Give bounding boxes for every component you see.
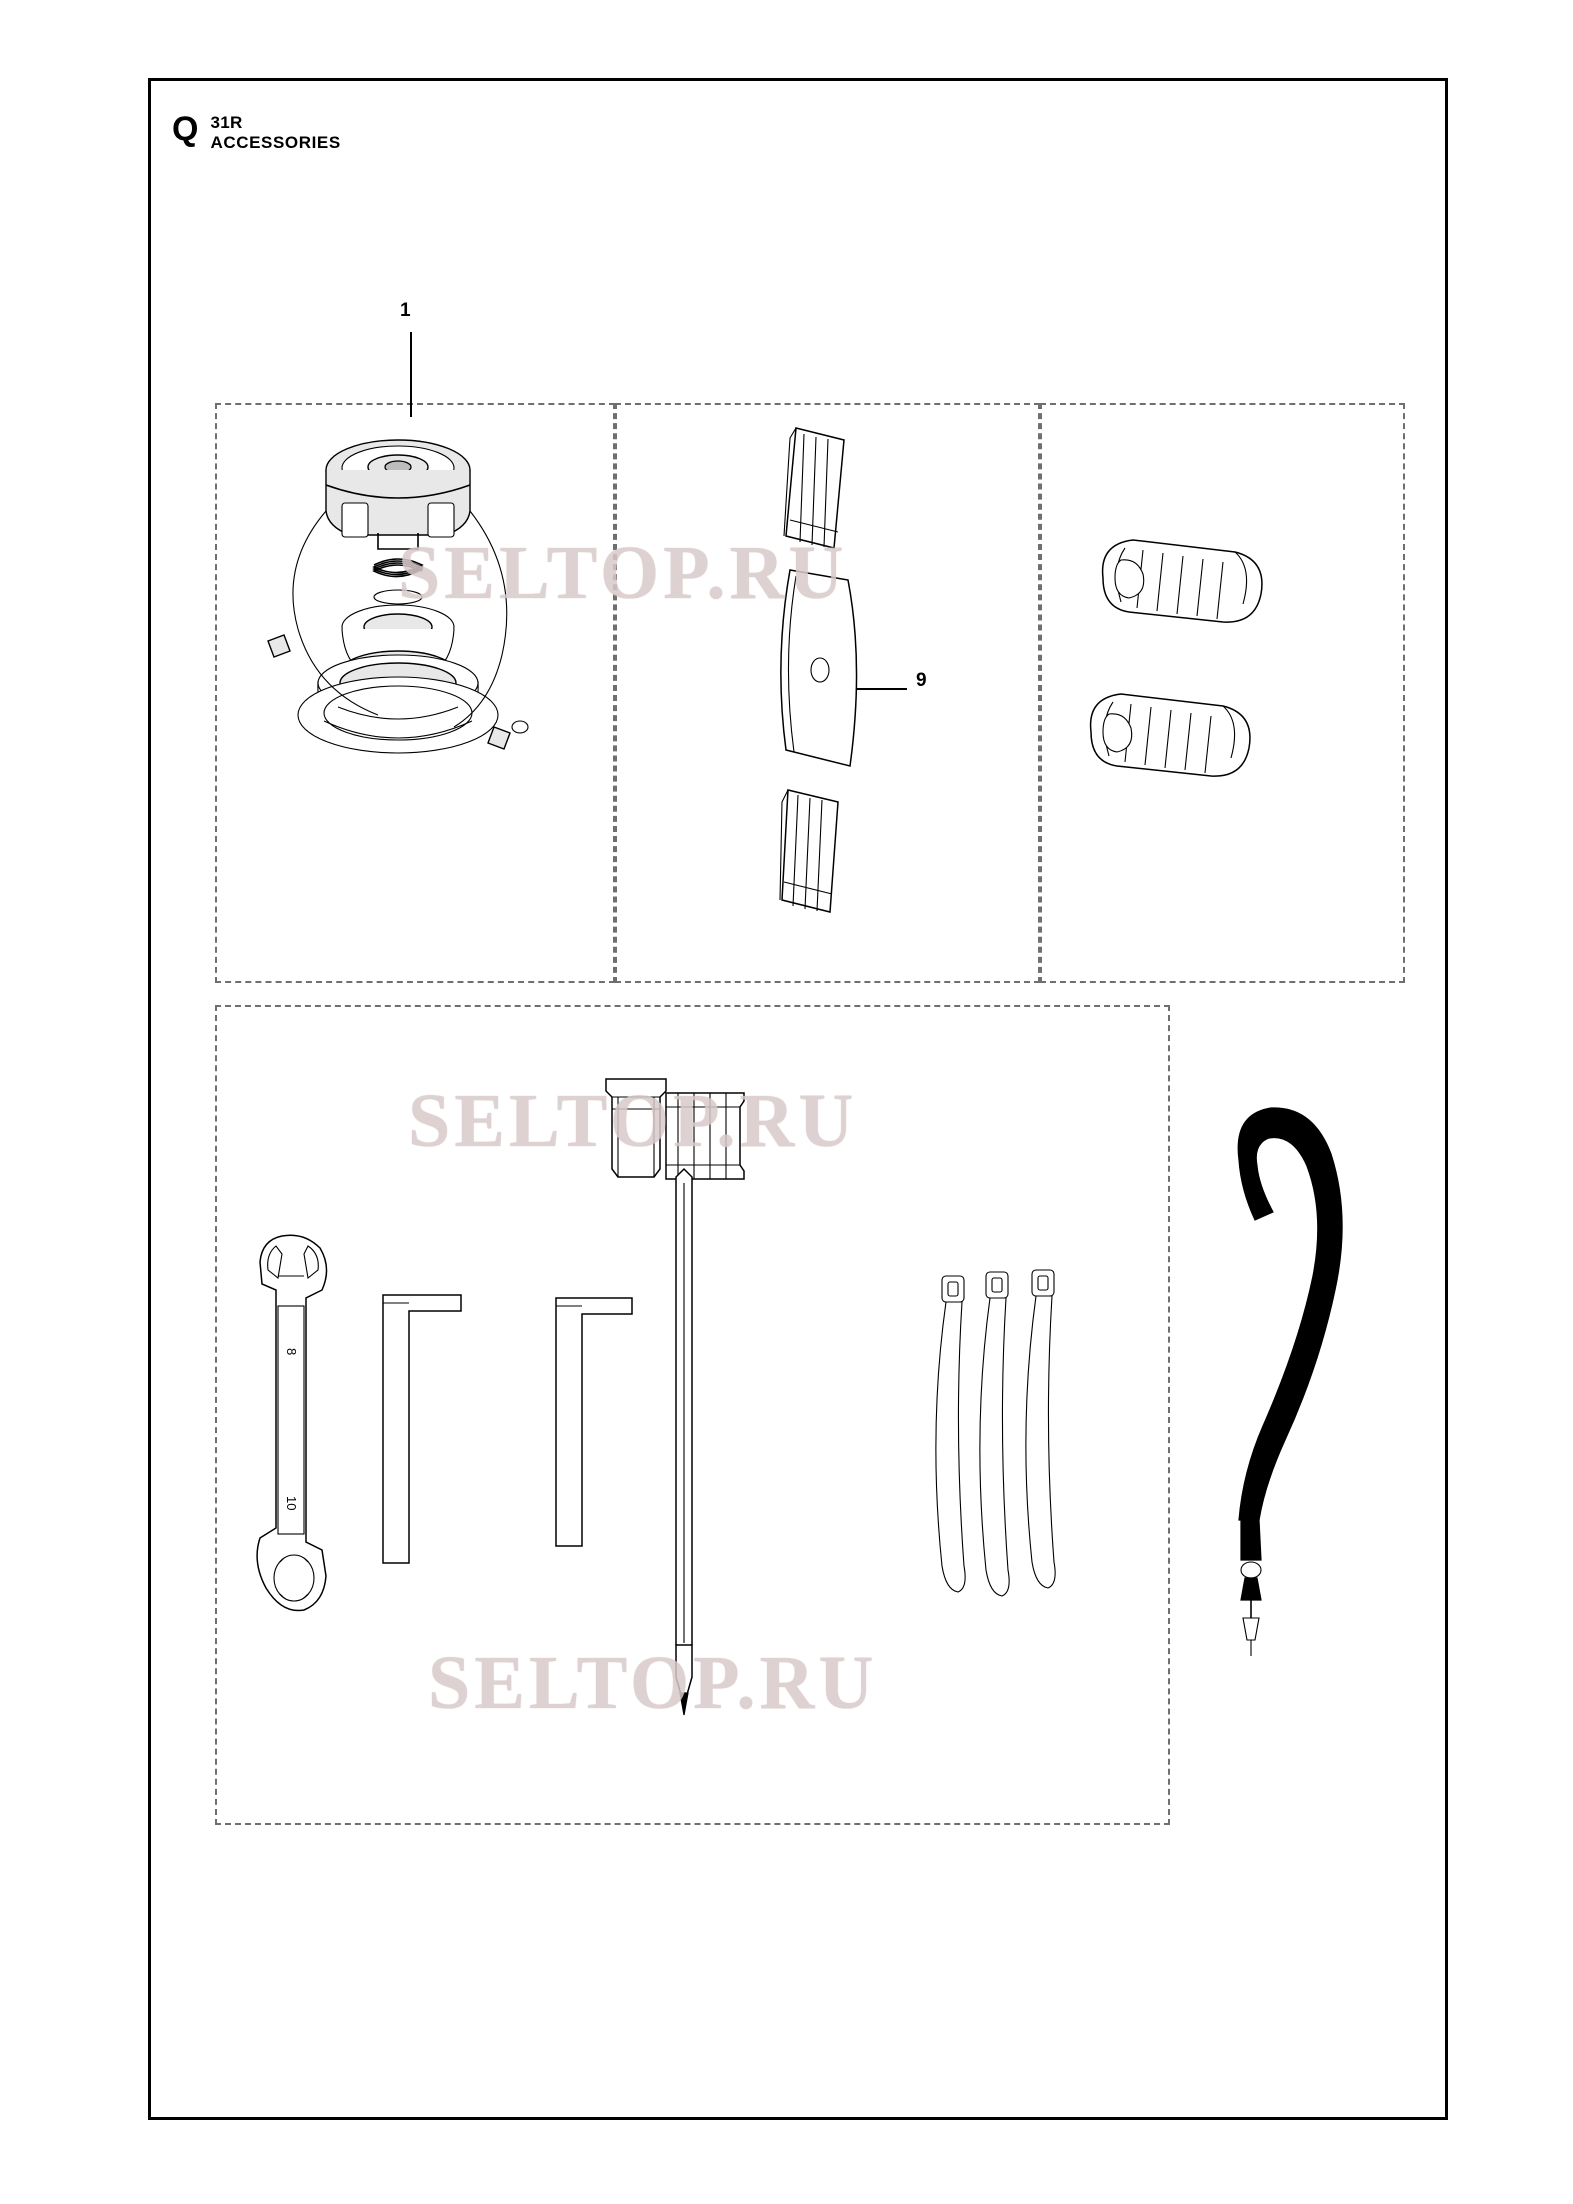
cable-tie-1 — [936, 1276, 965, 1592]
wrench-size-8: 8 — [284, 1348, 299, 1356]
hex-key-large — [375, 1285, 485, 1575]
page-header — [172, 112, 341, 153]
wrench-size-10: 10 — [284, 1496, 299, 1511]
trimmer-head-assembly — [270, 415, 590, 925]
housing — [298, 655, 498, 753]
eyelet-left — [268, 635, 290, 657]
harness-buckle-upper — [1103, 540, 1262, 622]
section-letter: Q — [172, 110, 199, 148]
lower-guard-clip — [780, 790, 838, 912]
callout-label-9: 9 — [916, 670, 927, 691]
upper-guard-clip — [784, 428, 844, 548]
callout-leader-1 — [410, 332, 412, 417]
harness-buckle-lower — [1091, 694, 1250, 776]
section-title: ACCESSORIES — [210, 133, 341, 152]
header-titles — [210, 113, 340, 153]
model-name: 31R — [210, 113, 243, 132]
cable-ties — [920, 1270, 1100, 1670]
shoulder-strap — [1215, 1100, 1395, 1680]
cable-tie-2 — [980, 1272, 1009, 1596]
spring — [374, 559, 422, 604]
t-wrench-screwdriver — [590, 1065, 780, 1755]
trimmer-head-cap — [326, 440, 470, 549]
watermark: SELTOP.RU — [398, 531, 848, 615]
watermark: SELTOP.RU — [408, 1079, 858, 1163]
callout-label-1: 1 — [400, 300, 411, 321]
harness-buckles — [1085, 520, 1345, 850]
guard-plate — [781, 570, 857, 766]
socket-head — [606, 1079, 744, 1179]
screwdriver-shaft — [676, 1169, 692, 1715]
cable-tie-3 — [1026, 1270, 1055, 1588]
watermark: SELTOP.RU — [428, 1641, 878, 1725]
combination-wrench — [238, 1228, 358, 1626]
guard-parts — [760, 420, 950, 950]
